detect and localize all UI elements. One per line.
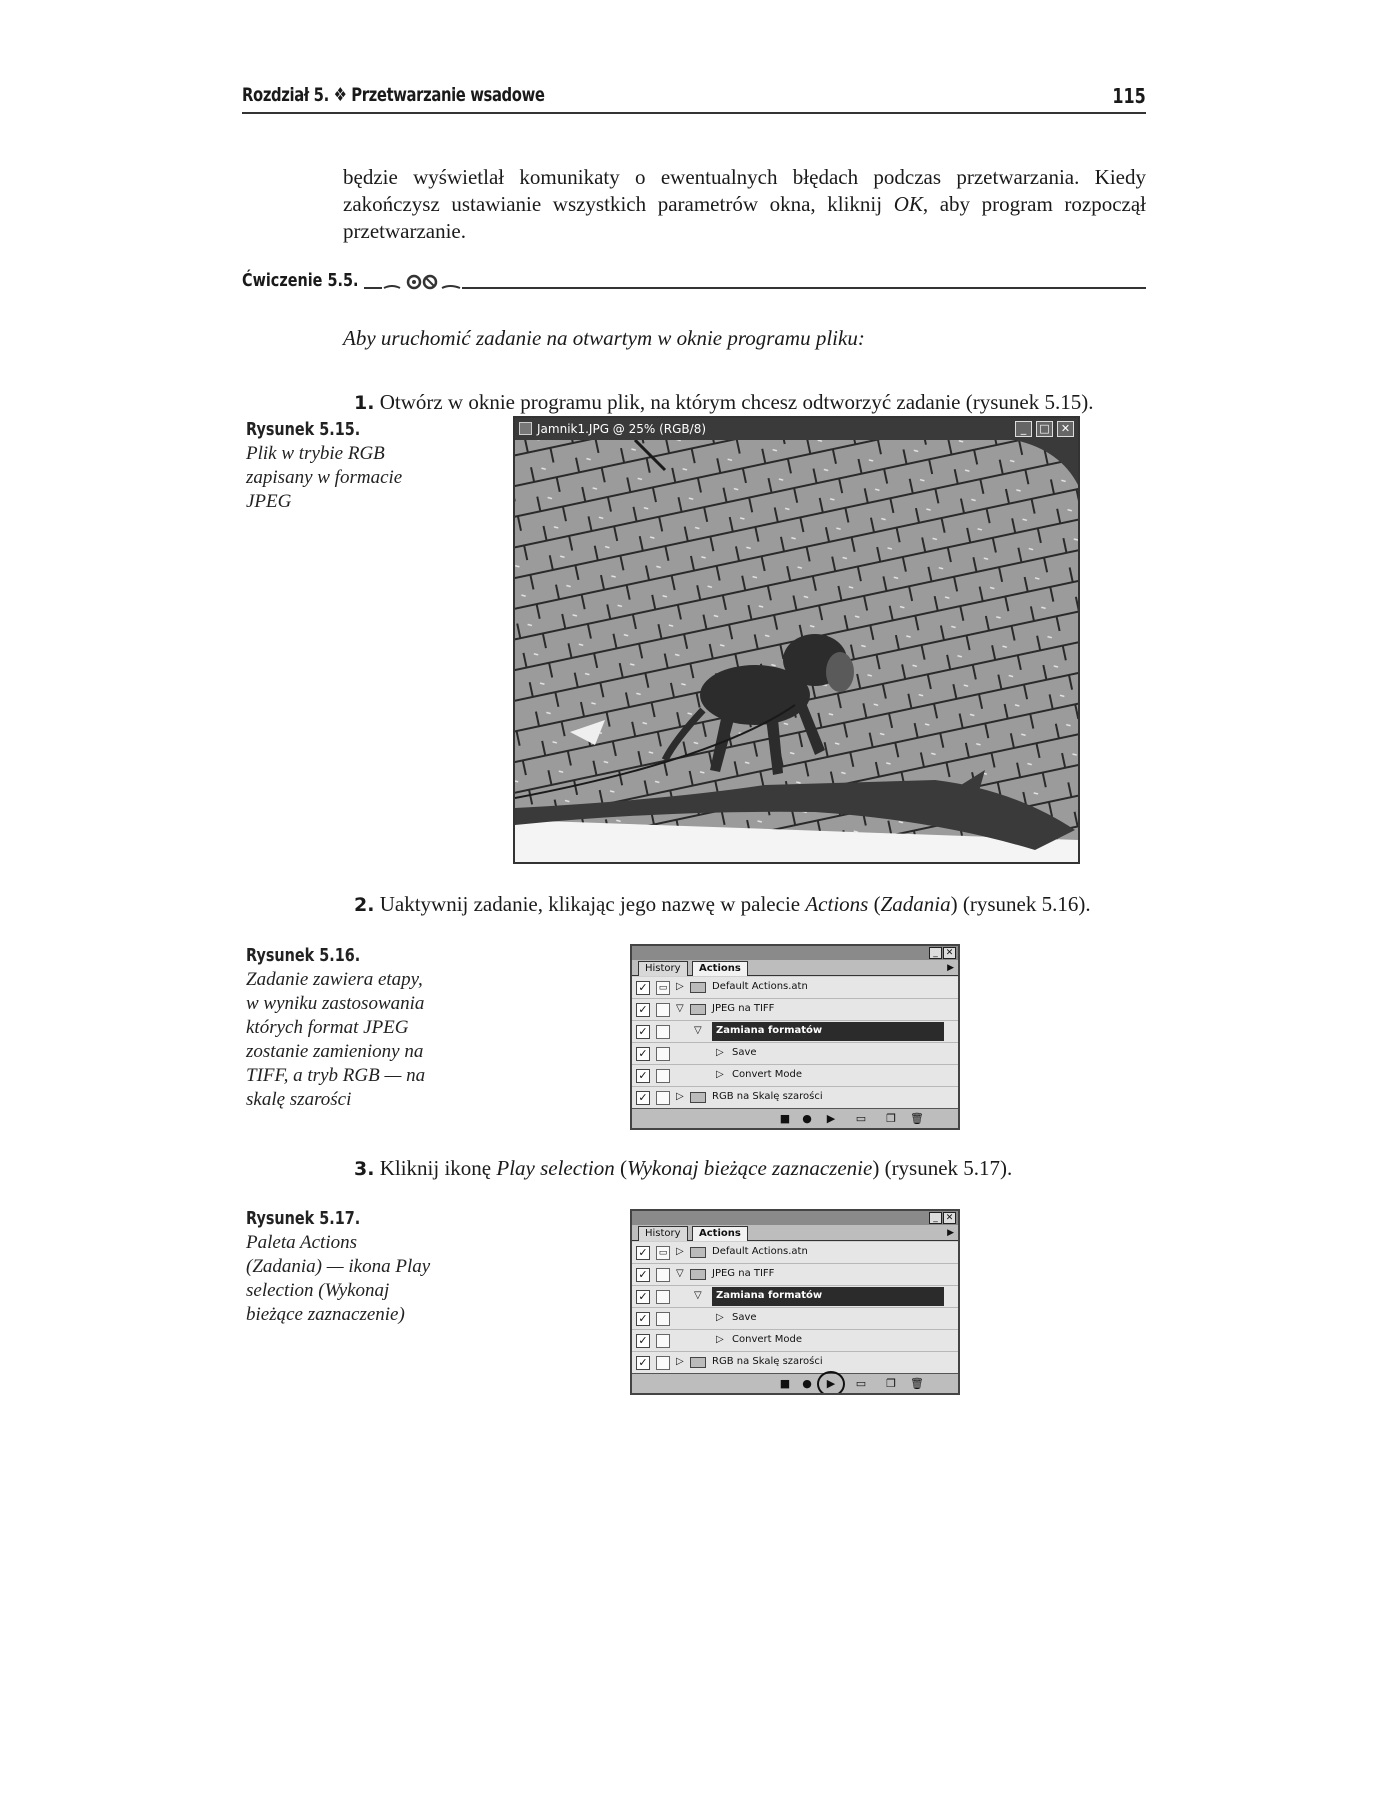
toggle-item-checkbox[interactable]: ✓ xyxy=(636,1312,650,1326)
tab-actions[interactable]: Actions xyxy=(692,961,748,976)
action-set-row[interactable] xyxy=(632,1352,958,1374)
window-title: Jamnik1.JPG @ 25% (RGB/8) xyxy=(537,422,707,436)
figure-title: Rysunek 5.16. xyxy=(246,945,361,966)
paragraph-text-1: będzie wyświetlał komunikaty o ewentualnych błędach podczas przetwarzania. Kiedy zakończysz ustawianie wszystkich parametrów okna, kliknij xyxy=(343,165,1146,216)
paragraph-text-2: , aby program rozpoczął przetwarzanie. xyxy=(343,192,1146,243)
step-1 xyxy=(354,390,1093,415)
record-icon[interactable]: ● xyxy=(802,1112,812,1125)
folder-icon xyxy=(690,1357,706,1368)
toggle-item-checkbox[interactable]: ✓ xyxy=(636,1356,650,1370)
dialog-toggle-icon[interactable] xyxy=(656,1025,670,1039)
action-label: Save xyxy=(732,1312,757,1323)
step-text-pre: Kliknij ikonę xyxy=(379,1156,497,1180)
toggle-item-checkbox[interactable]: ✓ xyxy=(636,981,650,995)
toggle-item-checkbox[interactable]: ✓ xyxy=(636,1003,650,1017)
action-row-selected[interactable] xyxy=(632,1021,958,1043)
ornament-icon xyxy=(382,272,462,292)
close-icon[interactable]: ✕ xyxy=(943,947,956,959)
action-set-row[interactable] xyxy=(632,1264,958,1286)
paragraph-ok: OK xyxy=(893,192,923,216)
figure-caption-text: Paleta Actions (Zadania) — ikona Play selection (Wykonaj bieżące zaznaczenie) xyxy=(246,1232,431,1325)
dachshund-photo xyxy=(515,440,1078,864)
toggle-item-checkbox[interactable]: ✓ xyxy=(636,1069,650,1083)
toggle-item-checkbox[interactable]: ✓ xyxy=(636,1091,650,1105)
action-step-row[interactable] xyxy=(632,1308,958,1330)
close-icon[interactable]: ✕ xyxy=(943,1212,956,1224)
exercise-rule xyxy=(364,287,1146,289)
actions-palette-5-17[interactable] xyxy=(630,1209,960,1395)
minimize-icon[interactable]: _ xyxy=(1015,421,1032,437)
step-italic-2: Wykonaj bieżące zaznaczenie xyxy=(627,1156,873,1180)
dialog-toggle-icon[interactable] xyxy=(656,1268,670,1282)
exercise-intro: Aby uruchomić zadanie na otwartym w oknie programu pliku: xyxy=(343,326,865,350)
maximize-icon[interactable]: □ xyxy=(1036,421,1053,437)
action-label: Convert Mode xyxy=(732,1334,802,1345)
new-action-icon[interactable]: ❐ xyxy=(886,1377,896,1390)
tab-history[interactable]: History xyxy=(638,1226,688,1241)
figure-caption-5-16 xyxy=(246,944,436,1112)
toggle-item-checkbox[interactable]: ✓ xyxy=(636,1268,650,1282)
folder-icon xyxy=(690,982,706,993)
page-number: 115 xyxy=(1112,84,1146,108)
actions-list xyxy=(632,977,958,1109)
toggle-item-checkbox[interactable]: ✓ xyxy=(636,1047,650,1061)
palette-bottombar xyxy=(632,1108,958,1128)
folder-icon xyxy=(690,1004,706,1015)
step-text-post: ) (rysunek 5.17). xyxy=(872,1156,1013,1180)
folder-icon xyxy=(690,1269,706,1280)
palette-tabs xyxy=(632,960,958,976)
step-text-post: ) (rysunek 5.16). xyxy=(950,892,1091,916)
folder-icon xyxy=(690,1247,706,1258)
step-italic-1: Actions xyxy=(805,892,869,916)
collapse-triangle-icon[interactable]: ▽ xyxy=(676,1268,684,1279)
action-label: Convert Mode xyxy=(732,1069,802,1080)
action-label: RGB na Skalę szarości xyxy=(712,1356,823,1367)
action-label: Default Actions.atn xyxy=(712,1246,808,1257)
tab-actions[interactable]: Actions xyxy=(692,1226,748,1241)
palette-topbar[interactable] xyxy=(632,946,958,960)
collapse-triangle-icon[interactable]: ▽ xyxy=(694,1025,702,1036)
exercise-label: Ćwiczenie 5.5. xyxy=(242,270,359,291)
step-3 xyxy=(354,1156,1012,1181)
dialog-toggle-icon[interactable] xyxy=(656,1290,670,1304)
dialog-toggle-icon[interactable] xyxy=(656,1356,670,1370)
new-set-icon[interactable]: ▭ xyxy=(855,1377,867,1390)
palette-menu-icon[interactable]: ▶ xyxy=(947,963,954,973)
running-header xyxy=(242,84,1146,114)
body-paragraph xyxy=(343,164,1146,245)
action-label: Zamiana formatów xyxy=(716,1025,823,1036)
dialog-toggle-icon[interactable] xyxy=(656,1069,670,1083)
figure-caption-text: Plik w trybie RGB zapisany w formacie JPEG xyxy=(246,443,403,512)
dialog-toggle-icon[interactable] xyxy=(656,1091,670,1105)
palette-topbar[interactable] xyxy=(632,1211,958,1225)
close-icon[interactable]: ✕ xyxy=(1057,421,1074,437)
action-label: Zamiana formatów xyxy=(716,1290,823,1301)
actions-palette-5-16[interactable] xyxy=(630,944,960,1130)
expand-triangle-icon[interactable]: ▷ xyxy=(716,1312,724,1323)
document-icon xyxy=(519,422,532,435)
action-set-row[interactable] xyxy=(632,1087,958,1109)
dialog-toggle-icon[interactable] xyxy=(656,1047,670,1061)
palette-menu-icon[interactable]: ▶ xyxy=(947,1228,954,1238)
play-icon[interactable]: ▶ xyxy=(826,1112,836,1125)
expand-triangle-icon[interactable]: ▷ xyxy=(716,1069,724,1080)
new-action-icon[interactable]: ❐ xyxy=(886,1112,896,1125)
stop-icon[interactable]: ■ xyxy=(779,1112,791,1125)
new-set-icon[interactable]: ▭ xyxy=(855,1112,867,1125)
action-set-row[interactable] xyxy=(632,977,958,999)
step-number: 2. xyxy=(354,894,375,916)
step-text-mid: ( xyxy=(614,1156,627,1180)
step-italic-2: Zadania xyxy=(880,892,951,916)
dialog-toggle-icon[interactable] xyxy=(656,1334,670,1348)
toggle-item-checkbox[interactable]: ✓ xyxy=(636,1290,650,1304)
dialog-toggle-icon[interactable]: ▭ xyxy=(656,981,670,995)
toggle-item-checkbox[interactable]: ✓ xyxy=(636,1334,650,1348)
collapse-triangle-icon[interactable]: ▽ xyxy=(676,1003,684,1014)
minimize-icon[interactable]: _ xyxy=(929,947,942,959)
action-label: JPEG na TIFF xyxy=(712,1268,775,1279)
trash-icon[interactable]: 🗑 xyxy=(910,1377,924,1390)
step-italic-1: Play selection xyxy=(496,1156,615,1180)
image-document-window[interactable] xyxy=(513,416,1080,864)
chapter-title: Rozdział 5. ❖ Przetwarzanie wsadowe xyxy=(242,84,545,106)
action-step-row[interactable] xyxy=(632,1043,958,1065)
step-2 xyxy=(354,892,1091,917)
folder-icon xyxy=(690,1092,706,1103)
action-row-selected[interactable] xyxy=(632,1286,958,1308)
step-number: 1. xyxy=(354,392,375,414)
window-titlebar[interactable] xyxy=(515,418,1078,440)
dialog-toggle-icon[interactable]: ▭ xyxy=(656,1246,670,1260)
expand-triangle-icon[interactable]: ▷ xyxy=(676,1091,684,1102)
figure-title: Rysunek 5.17. xyxy=(246,1208,361,1229)
action-label: Default Actions.atn xyxy=(712,981,808,992)
dialog-toggle-icon[interactable] xyxy=(656,1312,670,1326)
collapse-triangle-icon[interactable]: ▽ xyxy=(694,1290,702,1301)
tab-history[interactable]: History xyxy=(638,961,688,976)
dialog-toggle-icon[interactable] xyxy=(656,1003,670,1017)
expand-triangle-icon[interactable]: ▷ xyxy=(676,981,684,992)
action-set-row[interactable] xyxy=(632,999,958,1021)
figure-caption-5-15 xyxy=(246,418,436,514)
action-step-row[interactable] xyxy=(632,1065,958,1087)
action-step-row[interactable] xyxy=(632,1330,958,1352)
action-label: JPEG na TIFF xyxy=(712,1003,775,1014)
step-text-mid: ( xyxy=(868,892,881,916)
exercise-heading xyxy=(242,270,1146,296)
figure-caption-text: Zadanie zawiera etapy, w wyniku zastosowania których format JPEG zostanie zamieniony na TIFF, a tryb RGB — na skalę szarości xyxy=(246,969,426,1110)
expand-triangle-icon[interactable]: ▷ xyxy=(676,1356,684,1367)
expand-triangle-icon[interactable]: ▷ xyxy=(716,1047,724,1058)
figure-title: Rysunek 5.15. xyxy=(246,419,361,440)
step-text: Otwórz w oknie programu plik, na którym chcesz odtworzyć zadanie (rysunek 5.15). xyxy=(379,390,1094,414)
play-selection-icon[interactable]: ▶ xyxy=(826,1377,836,1390)
step-number: 3. xyxy=(354,1158,375,1180)
action-label: RGB na Skalę szarości xyxy=(712,1091,823,1102)
expand-triangle-icon[interactable]: ▷ xyxy=(716,1334,724,1345)
actions-list xyxy=(632,1242,958,1374)
toggle-item-checkbox[interactable]: ✓ xyxy=(636,1025,650,1039)
expand-triangle-icon[interactable]: ▷ xyxy=(676,1246,684,1257)
record-icon[interactable]: ● xyxy=(802,1377,812,1390)
trash-icon[interactable]: 🗑 xyxy=(910,1112,924,1125)
toggle-item-checkbox[interactable]: ✓ xyxy=(636,1246,650,1260)
minimize-icon[interactable]: _ xyxy=(929,1212,942,1224)
figure-caption-5-17 xyxy=(246,1207,436,1327)
palette-tabs xyxy=(632,1225,958,1241)
action-set-row[interactable] xyxy=(632,1242,958,1264)
action-label: Save xyxy=(732,1047,757,1058)
stop-icon[interactable]: ■ xyxy=(779,1377,791,1390)
step-text-pre: Uaktywnij zadanie, klikając jego nazwę w palecie xyxy=(379,892,806,916)
highlight-circle xyxy=(817,1371,845,1395)
palette-bottombar xyxy=(632,1373,958,1393)
